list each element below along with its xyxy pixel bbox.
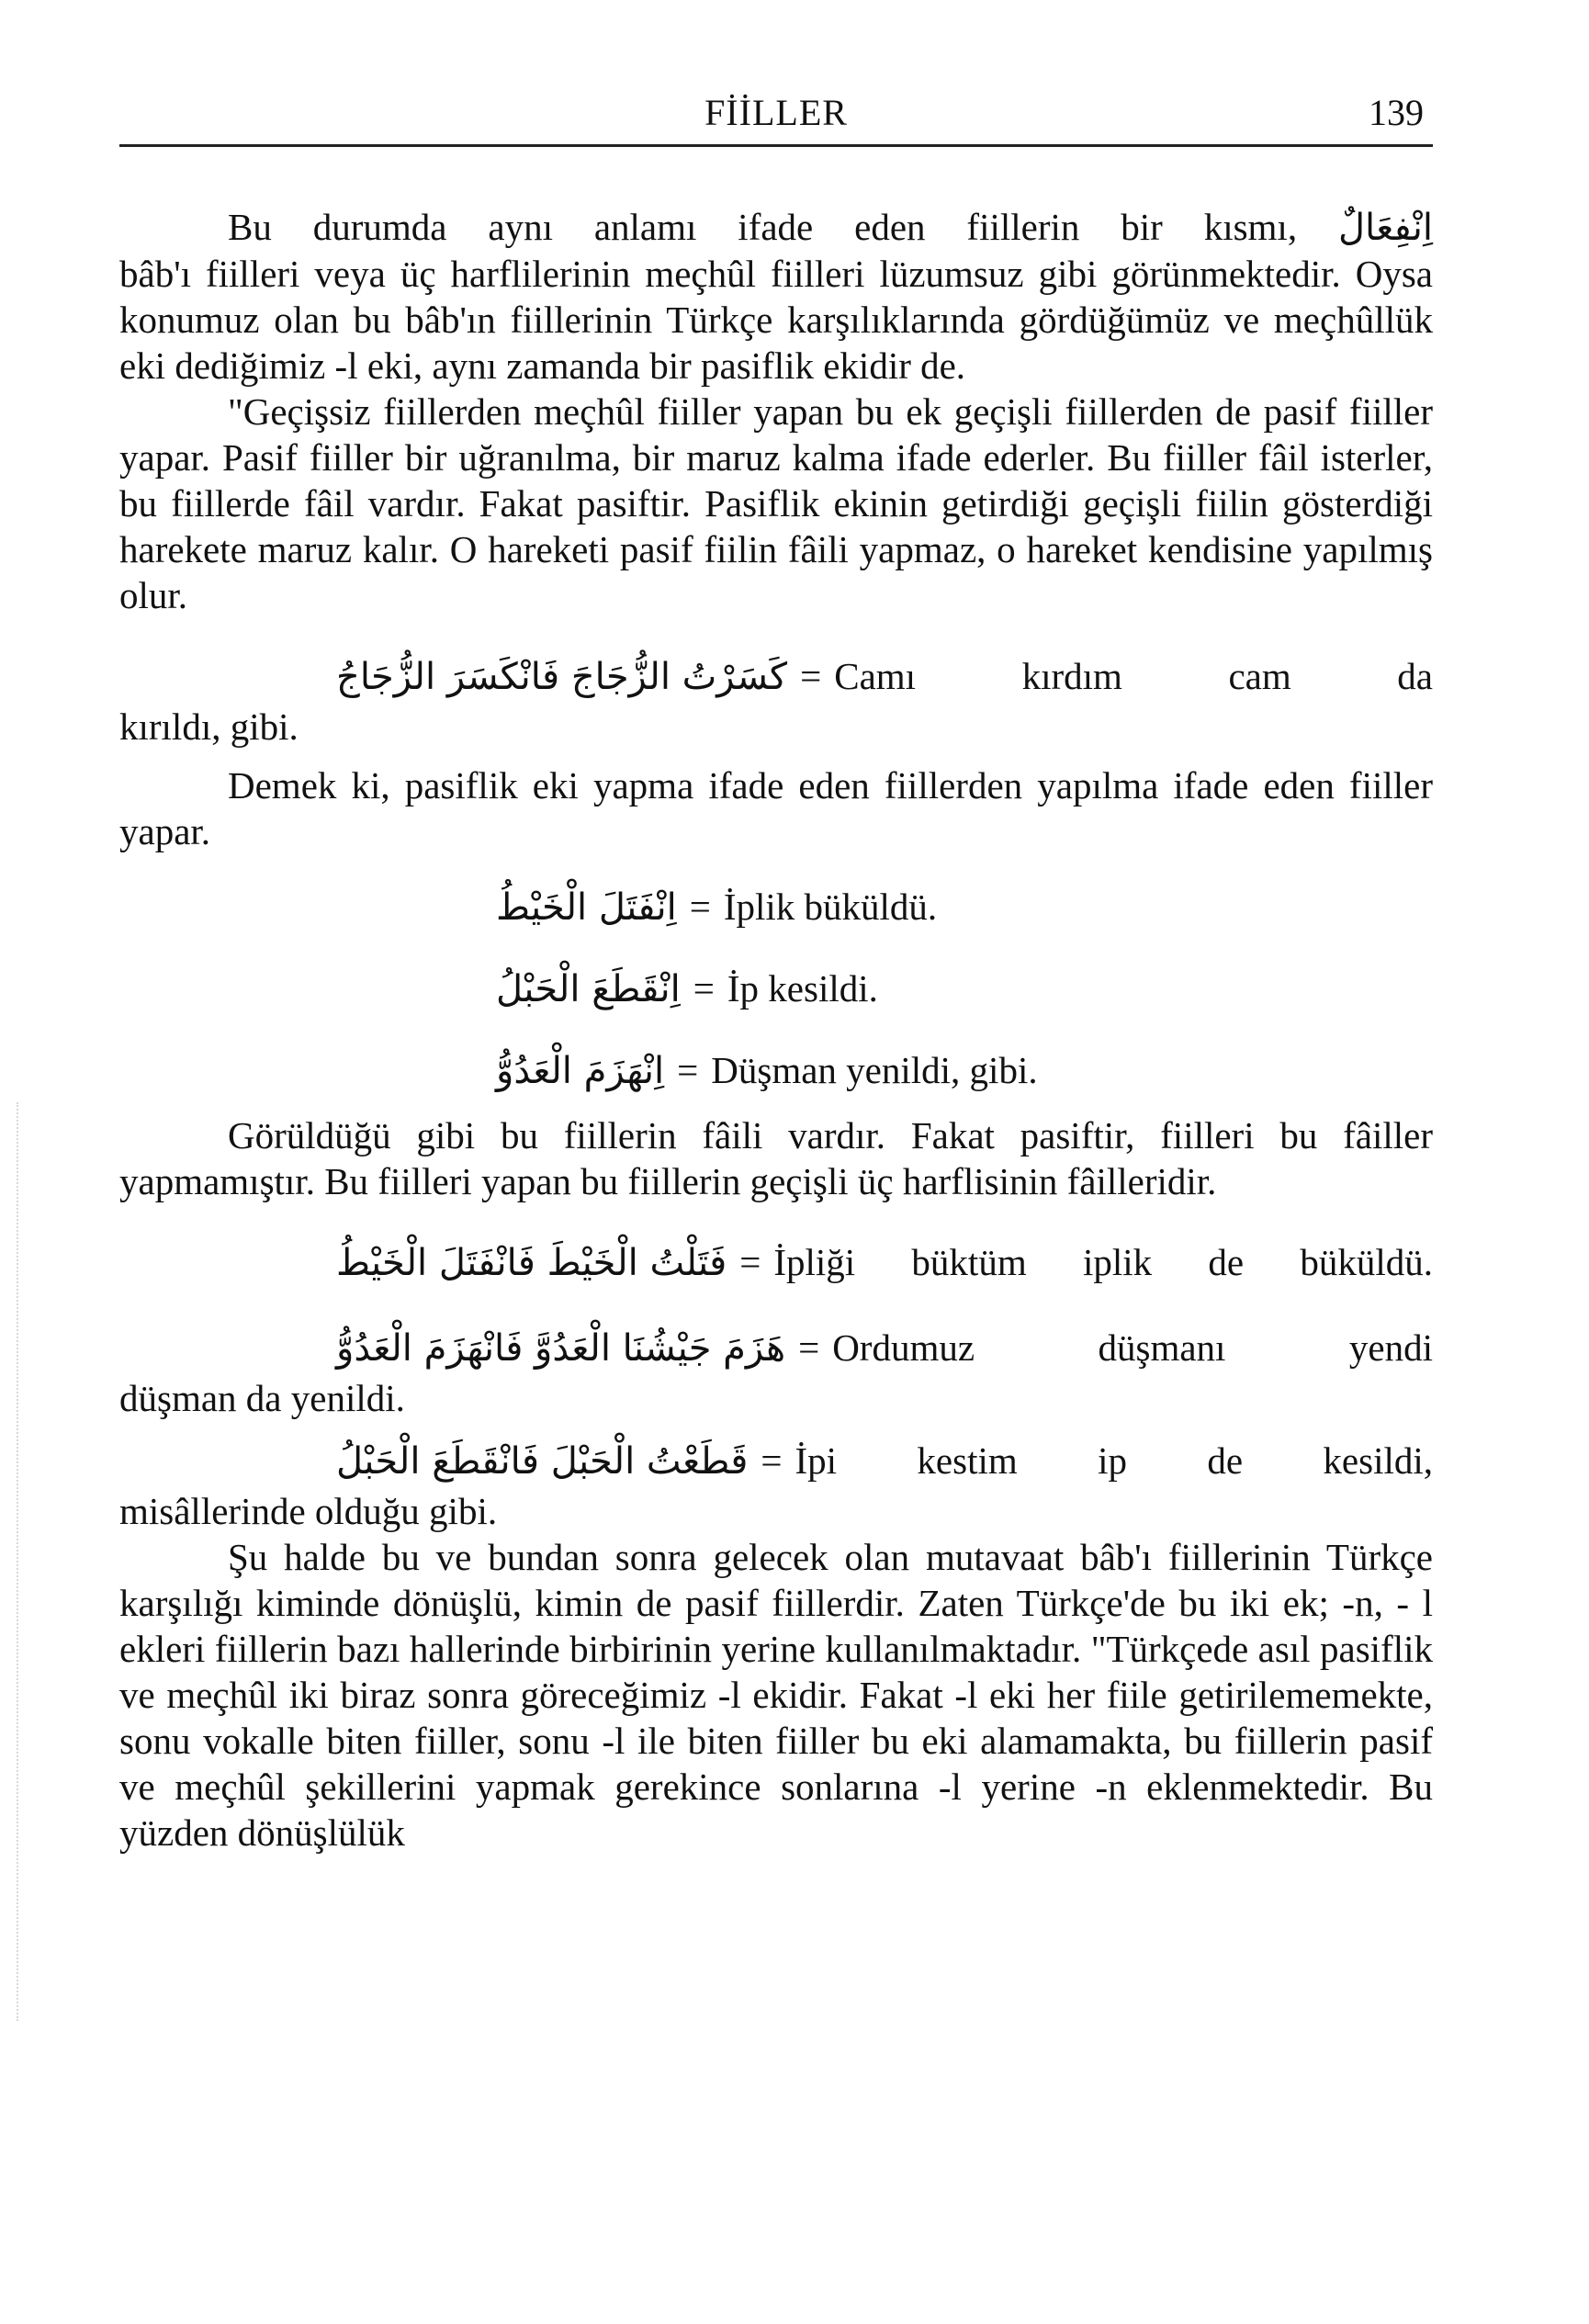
passive-example-1-arabic: اِنْفَتَلَ الْخَيْطُ [496, 886, 677, 929]
transitive-example-3 [119, 1434, 1433, 1488]
running-header [119, 87, 1433, 147]
passive-example-1-gloss: İplik büküldü. [723, 886, 938, 928]
page-body [119, 204, 1433, 1856]
passive-example-3-arabic: اِنْهَزَمَ الْعَدُوُّ [496, 1050, 665, 1092]
transitive-example-3-arabic: قَطَعْتُ الْحَبْلَ فَانْقَطَعَ الْحَبْلُ [336, 1440, 749, 1483]
transitive-example-1-equals: = [739, 1241, 761, 1283]
passive-example-3-equals: = [677, 1049, 699, 1091]
example-1-gloss: Camı kırdım cam da [834, 655, 1433, 697]
transitive-example-3-continuation: misâllerinde olduğu gibi. [119, 1490, 498, 1532]
transitive-example-2-continuation: düşman da yenildi. [119, 1377, 405, 1419]
paragraph-4: Görüldüğü gibi bu fiillerin fâili vardır. Fakat pasiftir, fiilleri bu fâiller yapmamıştır. Bu fiilleri yapan bu fiillerin geçişli üç harflisinin fâilleridir. [119, 1114, 1433, 1202]
arabic-term-infial: اِنْفِعَالٌ [1337, 207, 1433, 249]
example-1-equals: = [800, 655, 822, 697]
example-1 [119, 649, 1433, 704]
chapter-title: FİİLLER [704, 92, 848, 133]
passive-example-2 [119, 960, 1433, 1018]
passive-example-2-gloss: İp kesildi. [727, 967, 878, 1010]
transitive-example-2 [119, 1321, 1433, 1375]
paragraph-2: "Geçişsiz fiillerden meçhûl fiiller yapan bu ek geçişli fiillerden de pasif fiiller yapar. Pasif fiiller bir uğranılma, bir maruz kalma ifade ederler. Bu fiiller fâil isterler, bu fiillerde fâil vardır. Fakat pasiftir. Pasiflik ekinin getirdiği geçişli fiilin gösterdiği harekete maruz kalır. O hareketi pasif fiilin fâili yapmaz, o hareket kendisine yapılmış olur. [119, 390, 1433, 616]
transitive-example-1 [119, 1235, 1433, 1290]
transitive-example-3-equals: = [761, 1439, 783, 1482]
paragraph-1-line-1 [119, 204, 1433, 251]
example-1-arabic: كَسَرْتُ الزُّجَاجَ فَانْكَسَرَ الزُّجَاجُ [336, 656, 788, 698]
transitive-example-3-gloss: İpi kestim ip de kesildi, [794, 1439, 1433, 1482]
passive-example-3-gloss: Düşman yenildi, gibi. [711, 1049, 1038, 1091]
paragraph-1-text: Bu durumda aynı anlamı ifade eden fiillerin bir kısmı, [228, 206, 1298, 248]
paragraph-3: Demek ki, pasiflik eki yapma ifade eden fiillerden yapılma ifade eden fiiller yapar. [119, 764, 1433, 852]
transitive-example-2-arabic: هَزَمَ جَيْشُنَا الْعَدُوَّ فَانْهَزَمَ الْعَدُوُّ [336, 1327, 786, 1370]
passive-example-2-equals: = [693, 967, 715, 1010]
passive-example-2-arabic: اِنْقَطَعَ الْحَبْلُ [496, 968, 681, 1010]
example-1-continuation: kırıldı, gibi. [119, 705, 299, 748]
transitive-example-2-equals: = [798, 1326, 820, 1369]
page-number: 139 [1369, 92, 1424, 133]
book-page [119, 87, 1433, 1856]
transitive-example-1-arabic: فَتَلْتُ الْخَيْطَ فَانْفَتَلَ الْخَيْطُ [336, 1242, 727, 1284]
paragraph-1-continuation: bâb'ı fiilleri veya üç harflilerinin meçhûl fiilleri lüzumsuz gibi görünmektedir. Oysa konumuz olan bu bâb'ın fiillerinin Türkçe karşılıklarında gördüğümüz ve meçhûllük eki dediğimiz -l eki, aynı zamanda bir pasiflik ekidir de. [119, 253, 1433, 387]
transitive-example-2-gloss: Ordumuz düşmanı yendi [832, 1326, 1433, 1369]
passive-example-3 [119, 1042, 1433, 1100]
passive-example-1 [119, 878, 1433, 936]
transitive-example-1-gloss: İpliği büktüm iplik de büküldü. [773, 1241, 1433, 1283]
passive-example-1-equals: = [689, 886, 711, 928]
page-edge-shadow [17, 1102, 20, 2021]
paragraph-5: Şu halde bu ve bundan sonra gelecek olan mutavaat bâb'ı fiillerinin Türkçe karşılığı kiminde dönüşlü, kimin de pasif fiillerdir. Zaten Türkçe'de bu iki ek; -n, - l ekleri fiillerin bazı hallerinde birbirinin yerine kullanılmaktadır. "Türkçede asıl pasiflik ve meçhûl iki biraz sonra göreceğimiz -l ekidir. Fakat -l eki her fiile getirilememekte, sonu vokalle biten fiiller, sonu -l ile biten fiiller bu eki alamamakta, bu fiillerin pasif ve meçhûl şekillerini yapmak gerekince sonlarına -l yerine -n eklenmektedir. Bu yüzden dönüşlülük [119, 1536, 1433, 1854]
